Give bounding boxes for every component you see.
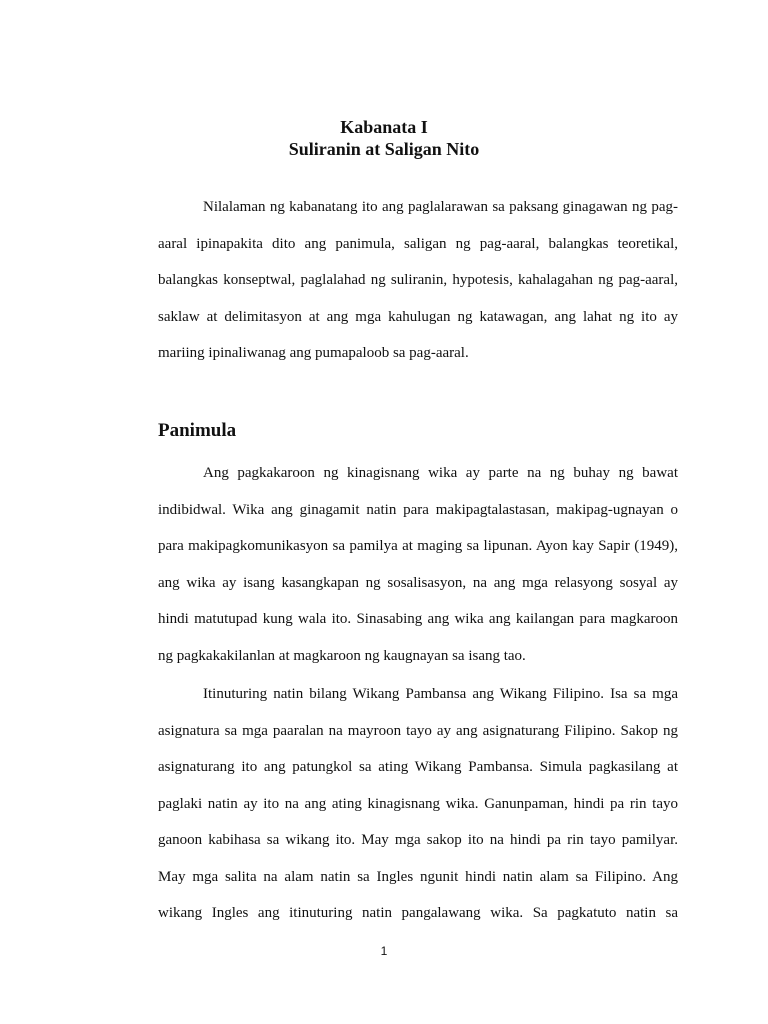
paragraph-line: saklaw at delimitasyon at ang mga kahulugan ng katawagan, ang lahat ng ito ay: [158, 308, 678, 325]
paragraph-line: wikang Ingles ang itinuturing natin pangalawang wika. Sa pagkatuto natin sa: [158, 905, 678, 921]
paragraph-line: aaral ipinapakita dito ang panimula, saligan ng pag-aaral, balangkas teoretikal,: [158, 235, 678, 252]
paragraph-line: balangkas konseptwal, paglalahad ng suliranin, hypotesis, kahalagahan ng pag-aaral,: [158, 272, 678, 288]
paragraph-line: para makipagkomunikasyon sa pamilya at maging sa lipunan. Ayon kay Sapir (1949),: [158, 538, 678, 554]
page-number: 1: [380, 944, 388, 958]
paragraph-line: indibidwal. Wika ang ginagamit natin para makipagtalastasan, makipag-ugnayan o: [158, 501, 678, 518]
paragraph-line: May mga salita na alam natin sa Ingles ngunit hindi natin alam sa Filipino. Ang: [158, 868, 678, 885]
paragraph-line: ganoon kabihasa sa wikang ito. May mga sakop ito na hindi pa rin tayo pamilyar.: [158, 832, 678, 848]
paragraph-line: paglaki natin ay ito na ang ating kinagisnang wika. Ganunpaman, hindi pa rin tayo: [158, 795, 678, 812]
paragraph-line: asignaturang ito ang patungkol sa ating Wikang Pambansa. Simula pagkasilang at: [158, 759, 678, 775]
paragraph-line: hindi matutupad kung wala ito. Sinasabing ang wika ang kailangan para magkaroon: [158, 611, 678, 627]
chapter-label: Kabanata I: [340, 117, 428, 137]
paragraph-line: ng pagkakakilanlan at magkaroon ng kaugnayan sa isang tao.: [158, 647, 526, 664]
paragraph-line: Ang pagkakaroon ng kinagisnang wika ay parte na ng buhay ng bawat: [203, 465, 678, 481]
paragraph-line: ang wika ay isang kasangkapan ng sosalisasyon, na ang mga relasyong sosyal ay: [158, 574, 678, 591]
intro-paragraph: [158, 189, 678, 372]
paragraph-line: Nilalaman ng kabanatang ito ang paglalarawan sa paksang ginagawan ng pag-: [203, 199, 678, 215]
chapter-title: Suliranin at Saligan Nito: [288, 139, 480, 159]
section-heading: Panimula: [158, 420, 237, 441]
paragraph-line: asignatura sa mga paaralan na mayroon tayo ay ang asignaturang Filipino. Sakop ng: [158, 722, 678, 739]
body-paragraph-2: [158, 676, 678, 932]
body-paragraph-1: [158, 455, 678, 674]
paragraph-line: mariing ipinaliwanag ang pumapaloob sa pag-aaral.: [158, 345, 469, 361]
paragraph-line: Itinuturing natin bilang Wikang Pambansa ang Wikang Filipino. Isa sa mga: [203, 686, 678, 702]
